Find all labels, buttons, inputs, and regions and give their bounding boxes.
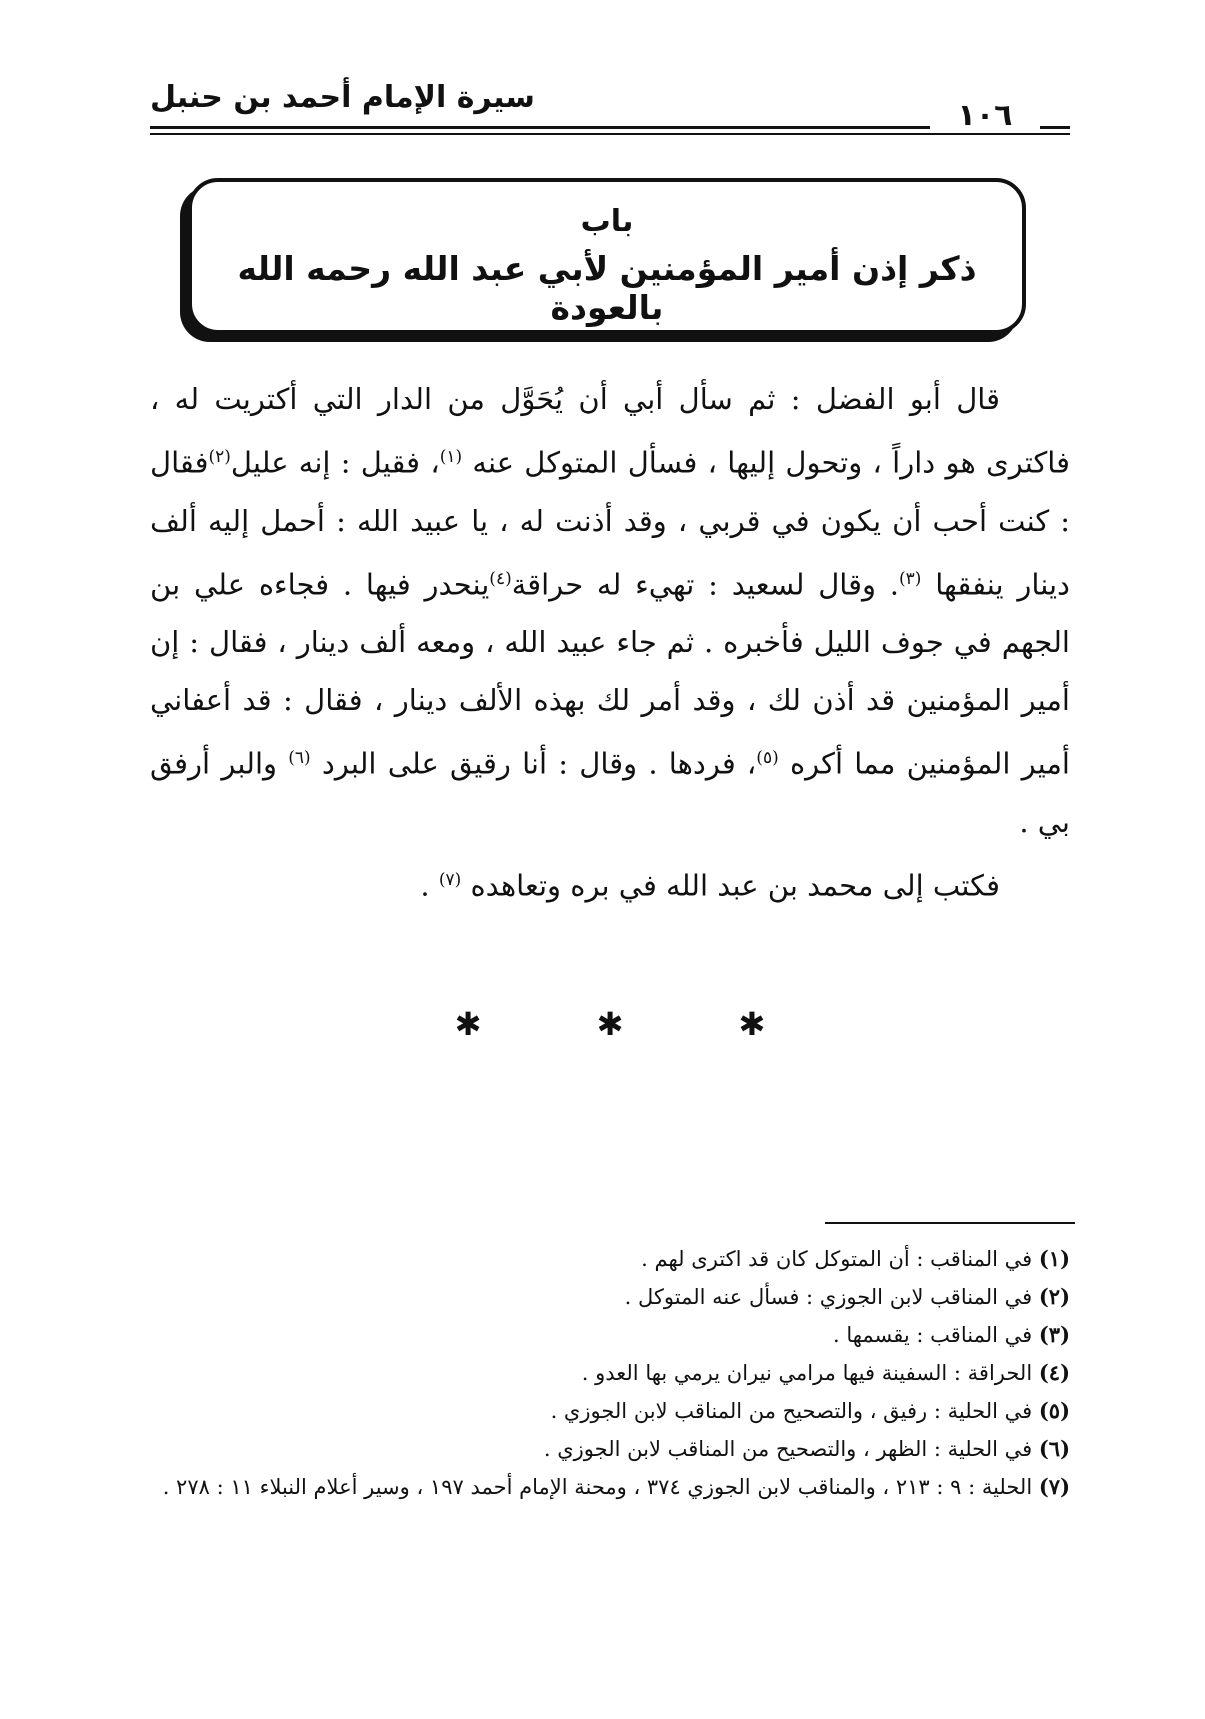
footnote-text: في المناقب : أن المتوكل كان قد اكترى لهم . <box>641 1247 1039 1271</box>
paragraph-2 <box>150 851 1070 915</box>
footnote-text: في الحلية : الظهر ، والتصحيح من المناقب لابن الجوزي . <box>543 1437 1039 1461</box>
text-run: . وقال لسعيد : تهيء له حراقة <box>511 567 899 602</box>
footnote-ref-7: (٧) <box>438 869 462 890</box>
footnote-number: (١) <box>1038 1246 1070 1271</box>
footnotes <box>150 1240 1070 1506</box>
text-run: ، فردها . وقال : أنا رقيق على البرد <box>310 746 757 781</box>
footnote-ref-6: (٦) <box>288 748 311 769</box>
paragraph-1 <box>150 370 1070 851</box>
footnote-7 <box>150 1468 1070 1506</box>
text-run: قال أبو الفضل : ثم سأل أبي أن يُحَوَّل من الدار التي أكتريت له ، فاكترى هو داراً ، وتحول إليها ، فسأل المتوكل عنه <box>150 382 1071 480</box>
footnote-ref-2: (٢) <box>208 447 231 467</box>
text-run: . <box>420 868 439 903</box>
footnote-number: (٧) <box>1038 1474 1070 1499</box>
footnote-number: (٥) <box>1038 1398 1070 1423</box>
footnote-ref-3: (٣) <box>899 568 922 589</box>
footnote-text: في الحلية : رفيق ، والتصحيح من المناقب لابن الجوزي . <box>550 1399 1039 1423</box>
footnote-1 <box>150 1240 1070 1278</box>
asterisk-icon: ✱ <box>596 1005 624 1043</box>
footnote-5 <box>150 1392 1070 1430</box>
chapter-label: باب <box>580 204 634 239</box>
footnote-text: في المناقب لابن الجوزي : فسأل عنه المتوكل . <box>624 1285 1039 1309</box>
footnote-6 <box>150 1430 1070 1468</box>
footnote-3 <box>150 1316 1070 1354</box>
footnote-ref-1: (١) <box>439 447 463 467</box>
text-run: فقال : كنت أحب أن يكون في قربي ، وقد أذنت له ، يا عبيد الله : أحمل إليه ألف دينار ينفقها <box>150 445 1070 602</box>
text-run: والبر أرفق بي . <box>150 746 1070 839</box>
footnote-text: في المناقب : يقسمها . <box>832 1323 1039 1347</box>
header-rule-double <box>150 133 1070 135</box>
footnote-text: الحلية : ٩ : ٢١٣ ، والمناقب لابن الجوزي ٣٧٤ ، ومحنة الإمام أحمد ١٩٧ ، وسير أعلام النبلاء ١١ : ٢٧٨ . <box>162 1475 1039 1499</box>
footnote-text: الحراقة : السفينة فيها مرامي نيران يرمي بها العدو . <box>581 1361 1039 1385</box>
footnote-rule <box>825 1222 1075 1224</box>
footnote-2 <box>150 1278 1070 1316</box>
text-run: ينحدر فيها . فجاءه علي بن الجهم في جوف الليل فأخبره . ثم جاء عبيد الله ، ومعه ألف دينار ، فقال : إن أمير المؤمنين قد أذن لك ، وقد أمر لك بهذه الألف دينار ، فقال : قد أعفاني أمير المؤمنين مما أكره <box>150 567 1070 781</box>
text-run: ، فقيل : إنه عليل <box>230 445 440 480</box>
footnote-number: (٤) <box>1038 1360 1070 1385</box>
footnote-4 <box>150 1354 1070 1392</box>
asterisk-icon: ✱ <box>738 1005 766 1043</box>
page-number: ١٠٦ <box>930 98 1040 133</box>
asterisk-icon: ✱ <box>454 1005 482 1043</box>
text-run: فكتب إلى محمد بن عبد الله في بره وتعاهده <box>461 868 1000 903</box>
footnote-ref-5: (٥) <box>756 748 779 769</box>
footnote-ref-4: (٤) <box>489 568 512 589</box>
footnote-number: (٢) <box>1038 1284 1070 1309</box>
main-text <box>150 370 1070 915</box>
chapter-title: ذكر إذن أمير المؤمنين لأبي عبد الله رحمه الله بالعودة <box>237 249 977 327</box>
chapter-heading-box <box>188 178 1026 334</box>
running-header-title: سيرة الإمام أحمد بن حنبل <box>150 80 535 115</box>
footnote-number: (٦) <box>1038 1436 1070 1461</box>
section-separator <box>150 1005 1070 1043</box>
footnote-number: (٣) <box>1038 1322 1070 1347</box>
